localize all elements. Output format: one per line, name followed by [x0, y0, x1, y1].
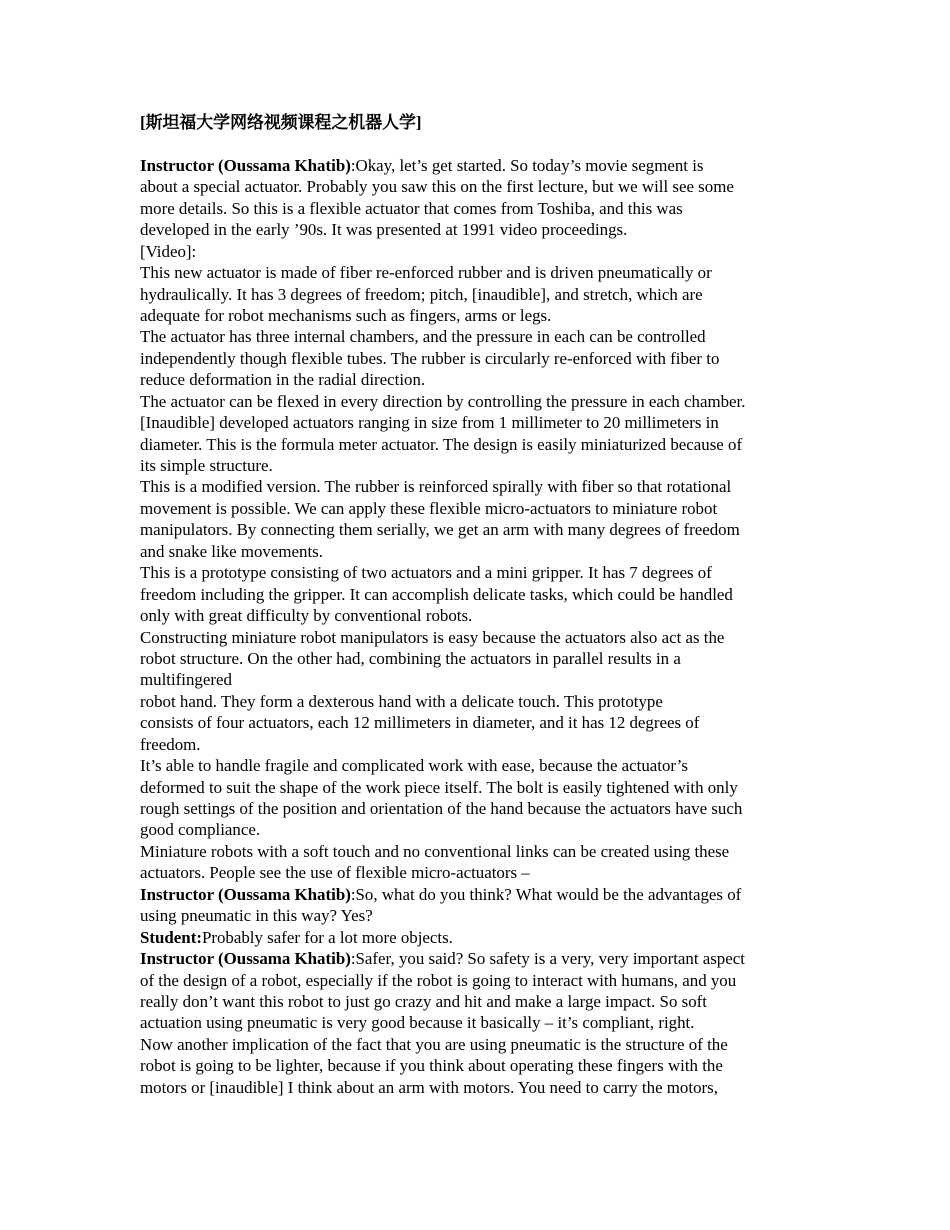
line-text: actuators. People see the use of flexible micro-actuators –: [140, 863, 530, 883]
transcript-line: [140, 605, 820, 626]
transcript-line: [140, 1077, 820, 1098]
transcript-line: [140, 819, 820, 840]
transcript-line: [140, 991, 820, 1012]
transcript-line: [140, 155, 820, 176]
transcript-line: [140, 862, 820, 883]
line-text: multifingered: [140, 670, 232, 690]
line-text: about a special actuator. Probably you saw this on the first lecture, but we will see some: [140, 177, 734, 197]
transcript-line: [140, 391, 820, 412]
transcript-line: [140, 241, 820, 262]
line-text: robot is going to be lighter, because if you think about operating these fingers with the: [140, 1056, 723, 1076]
document-page: [140, 112, 820, 1098]
line-text: freedom.: [140, 734, 201, 754]
line-text: Miniature robots with a soft touch and no conventional links can be created using these: [140, 841, 730, 861]
transcript-line: [140, 970, 820, 991]
transcript-body: [140, 155, 820, 1098]
transcript-line: [140, 1034, 820, 1055]
transcript-line: [140, 498, 820, 519]
line-text: of the design of a robot, especially if the robot is going to interact with humans, and you: [140, 970, 737, 990]
line-text: diameter. This is the formula meter actuator. The design is easily miniaturized because of: [140, 434, 743, 454]
transcript-line: [140, 262, 820, 283]
line-text: The actuator has three internal chambers, and the pressure in each can be controlled: [140, 327, 706, 347]
transcript-line: [140, 734, 820, 755]
line-text: independently though flexible tubes. The rubber is circularly re-enforced with fiber to: [140, 348, 720, 368]
line-text: using pneumatic in this way? Yes?: [140, 906, 373, 926]
transcript-line: [140, 755, 820, 776]
transcript-line: [140, 1055, 820, 1076]
line-text: hydraulically. It has 3 degrees of freedom; pitch, [inaudible], and stretch, which are: [140, 284, 703, 304]
transcript-line: [140, 305, 820, 326]
line-text: robot hand. They form a dexterous hand with a delicate touch. This prototype: [140, 691, 663, 711]
speaker-label: Instructor (Oussama Khatib): [140, 155, 351, 175]
transcript-line: [140, 927, 820, 948]
speaker-label: Student:: [140, 927, 202, 947]
document-title: [斯坦福大学网络视频课程之机器人学]: [140, 113, 422, 132]
line-text: really don’t want this robot to just go crazy and hit and make a large impact. So soft: [140, 991, 707, 1011]
transcript-line: [140, 455, 820, 476]
line-text: [Inaudible] developed actuators ranging in size from 1 millimeter to 20 millimeters in: [140, 413, 719, 433]
transcript-line: [140, 648, 820, 669]
transcript-line: [140, 326, 820, 347]
line-text: movement is possible. We can apply these flexible micro-actuators to miniature robot: [140, 498, 718, 518]
line-text: :So, what do you think? What would be the advantages of: [350, 884, 742, 904]
line-text: more details. So this is a flexible actuator that comes from Toshiba, and this was: [140, 198, 683, 218]
line-text: and snake like movements.: [140, 541, 323, 561]
transcript-line: [140, 284, 820, 305]
line-text: It’s able to handle fragile and complicated work with ease, because the actuator’s: [140, 756, 688, 776]
transcript-line: [140, 176, 820, 197]
transcript-line: [140, 948, 820, 969]
transcript-line: [140, 219, 820, 240]
transcript-line: [140, 905, 820, 926]
transcript-line: [140, 777, 820, 798]
line-text: actuation using pneumatic is very good because it basically – it’s compliant, right.: [140, 1013, 695, 1033]
transcript-line: [140, 884, 820, 905]
transcript-line: [140, 369, 820, 390]
line-text: Now another implication of the fact that you are using pneumatic is the structure of the: [140, 1034, 728, 1054]
line-text: manipulators. By connecting them serially, we get an arm with many degrees of freedom: [140, 520, 740, 540]
transcript-line: [140, 519, 820, 540]
speaker-label: Instructor (Oussama Khatib): [140, 884, 351, 904]
line-text: developed in the early ’90s. It was presented at 1991 video proceedings.: [140, 220, 628, 240]
transcript-line: [140, 584, 820, 605]
line-text: motors or [inaudible] I think about an arm with motors. You need to carry the motors,: [140, 1077, 718, 1097]
transcript-line: [140, 798, 820, 819]
transcript-line: [140, 627, 820, 648]
line-text: freedom including the gripper. It can accomplish delicate tasks, which could be handled: [140, 584, 733, 604]
transcript-line: [140, 434, 820, 455]
speaker-label: Instructor (Oussama Khatib): [140, 949, 351, 969]
line-text: Probably safer for a lot more objects.: [201, 927, 453, 947]
transcript-line: [140, 841, 820, 862]
transcript-line: [140, 412, 820, 433]
transcript-line: [140, 348, 820, 369]
line-text: The actuator can be flexed in every direction by controlling the pressure in each chamber.: [140, 391, 746, 411]
transcript-line: [140, 198, 820, 219]
transcript-line: [140, 562, 820, 583]
line-text: :Okay, let’s get started. So today’s movie segment is: [350, 155, 704, 175]
transcript-line: [140, 691, 820, 712]
line-text: This is a modified version. The rubber is reinforced spirally with fiber so that rotational: [140, 477, 732, 497]
line-text: [Video]:: [140, 241, 197, 261]
line-text: robot structure. On the other had, combining the actuators in parallel results in a: [140, 648, 681, 668]
line-text: This new actuator is made of fiber re-enforced rubber and is driven pneumatically or: [140, 263, 712, 283]
line-text: :Safer, you said? So safety is a very, very important aspect: [350, 949, 745, 969]
transcript-line: [140, 712, 820, 733]
line-text: adequate for robot mechanisms such as fingers, arms or legs.: [140, 305, 552, 325]
line-text: deformed to suit the shape of the work piece itself. The bolt is easily tightened with only: [140, 777, 738, 797]
transcript-line: [140, 476, 820, 497]
line-text: This is a prototype consisting of two actuators and a mini gripper. It has 7 degrees of: [140, 563, 712, 583]
line-text: only with great difficulty by conventional robots.: [140, 606, 473, 626]
transcript-line: [140, 541, 820, 562]
transcript-line: [140, 1012, 820, 1033]
line-text: Constructing miniature robot manipulators is easy because the actuators also act as the: [140, 627, 725, 647]
transcript-line: [140, 669, 820, 690]
line-text: good compliance.: [140, 820, 261, 840]
line-text: consists of four actuators, each 12 millimeters in diameter, and it has 12 degrees of: [140, 713, 700, 733]
line-text: reduce deformation in the radial direction.: [140, 370, 426, 390]
line-text: rough settings of the position and orientation of the hand because the actuators have such: [140, 799, 743, 818]
line-text: its simple structure.: [140, 456, 273, 475]
